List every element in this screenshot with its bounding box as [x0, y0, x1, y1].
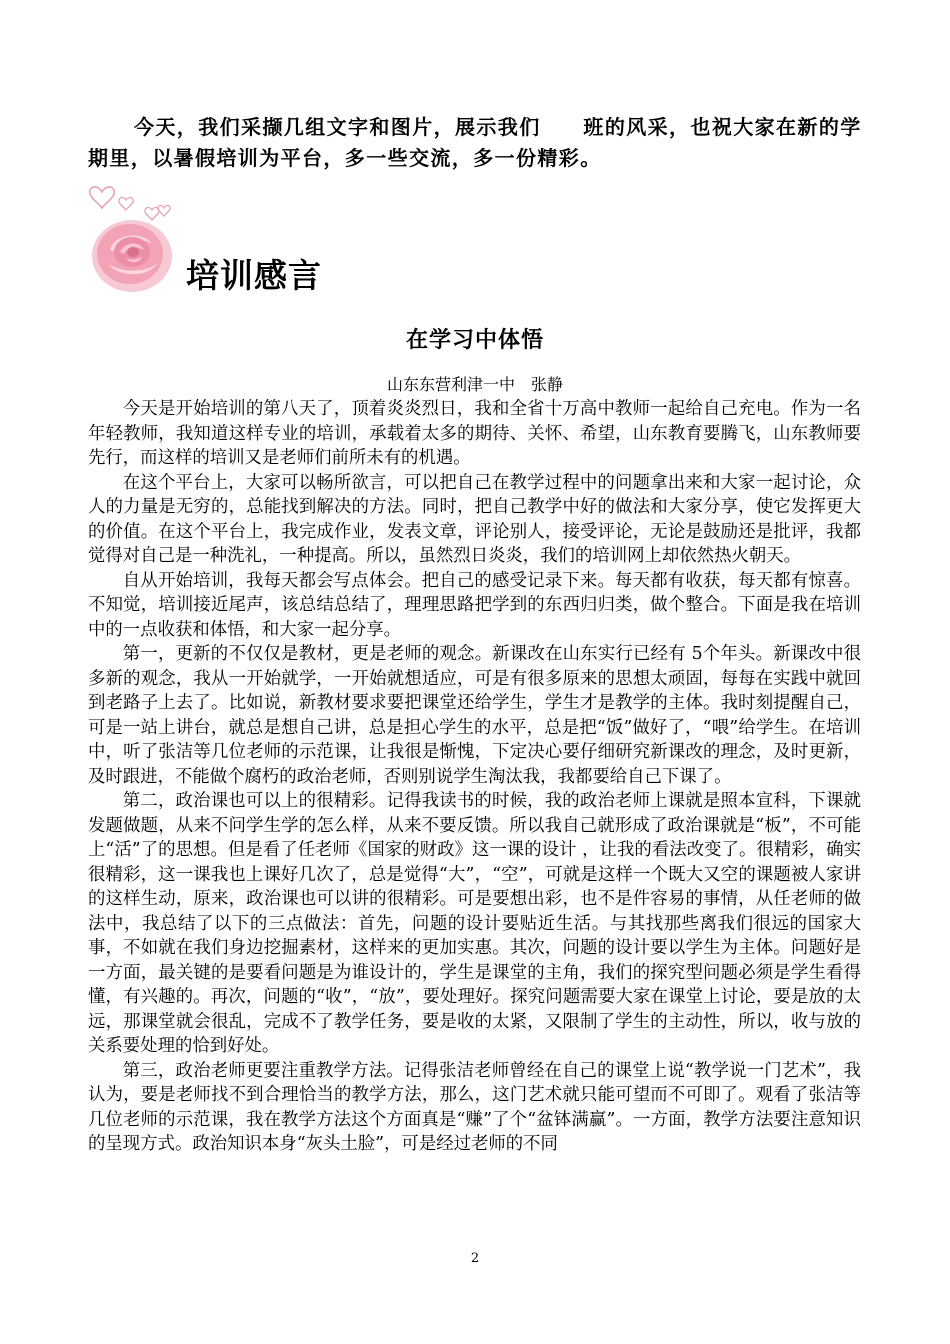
intro-line-1b: 班的风采，也祝大家在新的学期里，以暑假培训为平台，多一些交流，多一份精彩。: [88, 115, 862, 170]
paragraph: 自从开始培训，我每天都会写点体会。把自己的感受记录下来。每天都有收获，每天都有惊喜。不知觉，培训接近尾声，该总结总结了，理理思路把学到的东西归归类，做个整合。下面是我在培训中的一点收获和体悟，和大家一起分享。: [88, 570, 861, 640]
article-body: [88, 397, 861, 1157]
paragraph: 在这个平台上，大家可以畅所欲言，可以把自己在教学过程中的问题拿出来和大家一起讨论，众人的力量是无穷的，总能找到解决的方法。同时，把自己教学中好的做法和大家分享，使它发挥更大的价值。在这个平台上，我完成作业，发表文章，评论别人，接受评论，无论是鼓励还是批评，我都觉得对自己是一种洗礼，一种提高。所以，虽然烈日炎炎，我们的培训网上却依然热火朝天。: [88, 472, 861, 566]
intro-line-1: 今天，我们采撷几组文字和图片，展示我们: [134, 115, 541, 139]
article-title: 在学习中体悟: [405, 328, 544, 353]
intro-text: [88, 112, 878, 174]
page-number: 2: [470, 1251, 480, 1266]
paragraph: 第一，更新的不仅仅是教材，更是老师的观念。新课改在山东实行已经有 5个年头。新课改中很多新的观念，我从一开始就学，一开始就想适应，可是有很多原来的思想太顽固，每每在实践中就回到老路子上去了。比如说，新教材要求要把课堂还给学生，学生才是教学的主体。我时刻提醒自己，可是一站上讲台，就总是想自己讲，总是担心学生的水平，总是把“饭”做好了，“喂”给学生。在培训中，听了张洁等几位老师的示范课，让我很是惭愧，下定决心要仔细研究新课改的理念，及时更新，及时跟进，不能做个腐朽的政治老师，否则别说学生淘汰我，我都要给自己下课了。: [88, 644, 861, 787]
paragraph: 第二，政治课也可以上的很精彩。记得我读书的时候，我的政治老师上课就是照本宣科，下课就发题做题，从来不问学生学的怎么样，从来不要反馈。所以我自己就形成了政治课就是“板”，不可能上“活”了的思想。但是看了任老师《国家的财政》这一课的设计 ，让我的看法改变了。很精彩，确实很精彩，这一课我也上课好几次了，总是觉得“大”，“空”，可就是这样一个既大又空的课题被人家讲的这样生动，原来，政治课也可以讲的很精彩。可是要想出彩，也不是件容易的事情，从任老师的做法中，我总结了以下的三点做法：首先，问题的设计要贴近生活。与其找那些离我们很远的国家大事，不如就在我们身边挖掘素材，这样来的更加实惠。其次，问题的设计要以学生为主体。问题好是一方面，最关键的是要看问题是为谁设计的，学生是课堂的主角，我们的探究型问题必须是学生看得懂，有兴趣的。再次，问题的“收”，“放”，要处理好。探究问题需要大家在课堂上讨论，要是放的太远，那课堂就会很乱，完成不了教学任务，要是收的太紧，又限制了学生的主动性，所以，收与放的关系要处理的恰到好处。: [88, 791, 861, 1056]
paragraph: 第三，政治老师更要注重教学方法。记得张洁老师曾经在自己的课堂上说“教学说一门艺术”，我认为，要是老师找不到合理恰当的教学方法，那么，这门艺术就只能可望而不可即了。观看了张洁等几位老师的示范课，我在教学方法这个方面真是“赚”了个“盆钵满赢”。一方面，教学方法要注意知识的呈现方式。政治知识本身“灰头土脸”，可是经过老师的不同: [88, 1060, 861, 1154]
article-author: 山东东营利津一中 张静: [386, 375, 563, 394]
rose-decoration-icon: [80, 178, 190, 298]
paragraph: 今天是开始培训的第八天了，顶着炎炎烈日，我和全省十万高中教师一起给自己充电。作为一名年轻教师，我知道这样专业的培训，承载着太多的期待、关怀、希望，山东教育要腾飞，山东教师要先行，而这样的培训又是老师们前所未有的机遇。: [88, 399, 861, 468]
section-heading: 培训感言: [186, 256, 322, 295]
